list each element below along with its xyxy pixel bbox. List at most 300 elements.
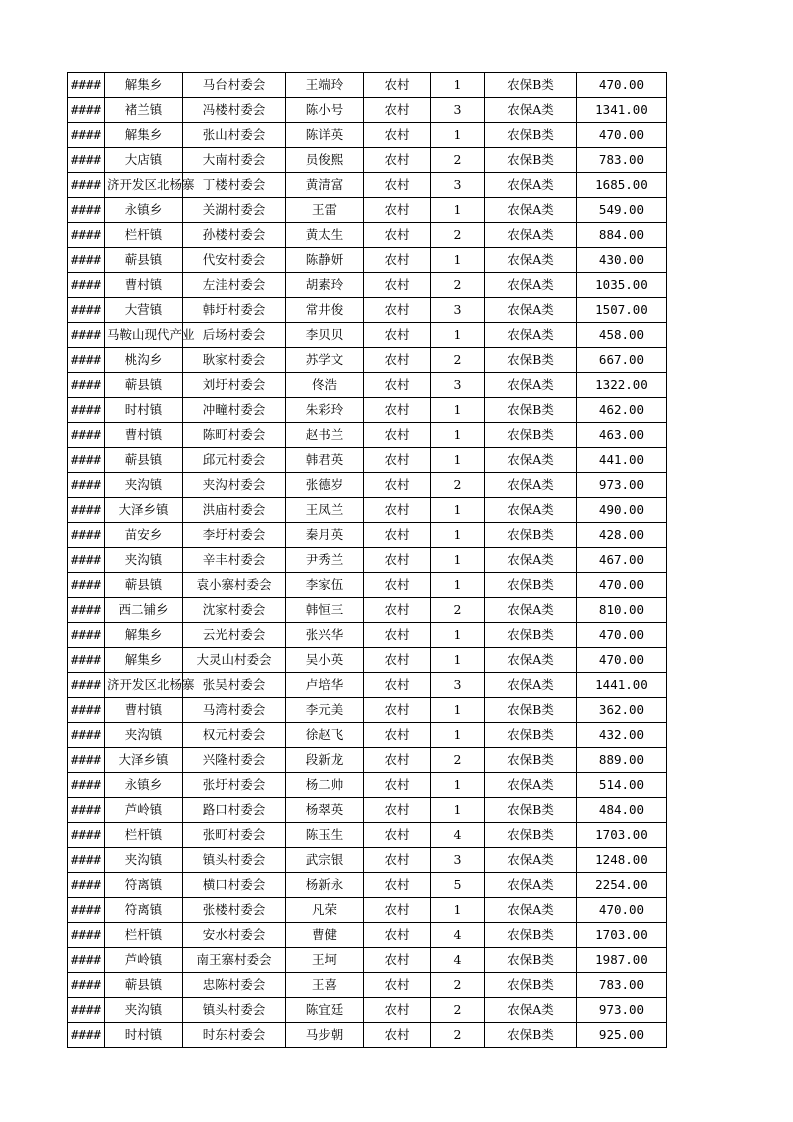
area-type-cell: 农村 xyxy=(364,673,431,698)
household-count-cell: 3 xyxy=(431,98,485,123)
table-row xyxy=(68,923,667,948)
village-committee-cell: 冯楼村委会 xyxy=(183,98,286,123)
household-count-cell: 1 xyxy=(431,798,485,823)
table-row xyxy=(68,598,667,623)
table-row xyxy=(68,73,667,98)
insurance-category-cell: 农保A类 xyxy=(485,648,577,673)
township-cell: 济开发区北杨寨 xyxy=(105,673,183,698)
table-row xyxy=(68,123,667,148)
table-row xyxy=(68,148,667,173)
insurance-category-cell: 农保B类 xyxy=(485,973,577,998)
village-committee-cell: 兴隆村委会 xyxy=(183,748,286,773)
record-id-cell: #### xyxy=(68,448,105,473)
person-name-cell: 张兴华 xyxy=(286,623,364,648)
amount-cell: 490.00 xyxy=(577,498,667,523)
record-id-cell: #### xyxy=(68,198,105,223)
area-type-cell: 农村 xyxy=(364,123,431,148)
village-committee-cell: 沈家村委会 xyxy=(183,598,286,623)
township-cell: 蕲县镇 xyxy=(105,448,183,473)
township-cell: 桃沟乡 xyxy=(105,348,183,373)
record-id-cell: #### xyxy=(68,773,105,798)
record-id-cell: #### xyxy=(68,698,105,723)
person-name-cell: 张德岁 xyxy=(286,473,364,498)
record-id-cell: #### xyxy=(68,648,105,673)
insurance-category-cell: 农保B类 xyxy=(485,948,577,973)
area-type-cell: 农村 xyxy=(364,898,431,923)
person-name-cell: 陈静妍 xyxy=(286,248,364,273)
record-id-cell: #### xyxy=(68,948,105,973)
village-committee-cell: 南王寨村委会 xyxy=(183,948,286,973)
insurance-category-cell: 农保B类 xyxy=(485,573,577,598)
record-id-cell: #### xyxy=(68,998,105,1023)
amount-cell: 467.00 xyxy=(577,548,667,573)
person-name-cell: 王雷 xyxy=(286,198,364,223)
record-id-cell: #### xyxy=(68,823,105,848)
record-id-cell: #### xyxy=(68,423,105,448)
person-name-cell: 杨新永 xyxy=(286,873,364,898)
township-cell: 夹沟镇 xyxy=(105,723,183,748)
area-type-cell: 农村 xyxy=(364,998,431,1023)
area-type-cell: 农村 xyxy=(364,223,431,248)
household-count-cell: 1 xyxy=(431,523,485,548)
amount-cell: 1341.00 xyxy=(577,98,667,123)
record-id-cell: #### xyxy=(68,573,105,598)
area-type-cell: 农村 xyxy=(364,698,431,723)
township-cell: 曹村镇 xyxy=(105,273,183,298)
record-id-cell: #### xyxy=(68,248,105,273)
record-id-cell: #### xyxy=(68,73,105,98)
household-count-cell: 2 xyxy=(431,973,485,998)
insurance-category-cell: 农保B类 xyxy=(485,623,577,648)
record-id-cell: #### xyxy=(68,98,105,123)
amount-cell: 973.00 xyxy=(577,998,667,1023)
table-row xyxy=(68,698,667,723)
township-cell: 栏杆镇 xyxy=(105,223,183,248)
record-id-cell: #### xyxy=(68,598,105,623)
person-name-cell: 武宗银 xyxy=(286,848,364,873)
township-cell: 芦岭镇 xyxy=(105,948,183,973)
household-count-cell: 1 xyxy=(431,323,485,348)
amount-cell: 484.00 xyxy=(577,798,667,823)
household-count-cell: 1 xyxy=(431,123,485,148)
person-name-cell: 员俊熙 xyxy=(286,148,364,173)
township-cell: 蕲县镇 xyxy=(105,573,183,598)
person-name-cell: 李元美 xyxy=(286,698,364,723)
township-cell: 解集乡 xyxy=(105,648,183,673)
person-name-cell: 曹健 xyxy=(286,923,364,948)
household-count-cell: 1 xyxy=(431,898,485,923)
person-name-cell: 凡荣 xyxy=(286,898,364,923)
township-cell: 永镇乡 xyxy=(105,198,183,223)
area-type-cell: 农村 xyxy=(364,273,431,298)
household-count-cell: 1 xyxy=(431,248,485,273)
village-committee-cell: 关湖村委会 xyxy=(183,198,286,223)
amount-cell: 458.00 xyxy=(577,323,667,348)
insurance-category-cell: 农保A类 xyxy=(485,248,577,273)
amount-cell: 432.00 xyxy=(577,723,667,748)
household-count-cell: 2 xyxy=(431,998,485,1023)
household-count-cell: 1 xyxy=(431,698,485,723)
area-type-cell: 农村 xyxy=(364,73,431,98)
township-cell: 芦岭镇 xyxy=(105,798,183,823)
table-row xyxy=(68,398,667,423)
amount-cell: 925.00 xyxy=(577,1023,667,1048)
insurance-category-cell: 农保A类 xyxy=(485,898,577,923)
village-committee-cell: 邱元村委会 xyxy=(183,448,286,473)
table-row xyxy=(68,773,667,798)
household-count-cell: 1 xyxy=(431,573,485,598)
village-committee-cell: 张楼村委会 xyxy=(183,898,286,923)
amount-cell: 1441.00 xyxy=(577,673,667,698)
record-id-cell: #### xyxy=(68,798,105,823)
person-name-cell: 陈玉生 xyxy=(286,823,364,848)
village-committee-cell: 刘圩村委会 xyxy=(183,373,286,398)
person-name-cell: 黄太生 xyxy=(286,223,364,248)
person-name-cell: 杨二帅 xyxy=(286,773,364,798)
insurance-category-cell: 农保B类 xyxy=(485,348,577,373)
amount-cell: 549.00 xyxy=(577,198,667,223)
insurance-category-cell: 农保B类 xyxy=(485,398,577,423)
insurance-category-cell: 农保A类 xyxy=(485,173,577,198)
record-id-cell: #### xyxy=(68,298,105,323)
person-name-cell: 秦月英 xyxy=(286,523,364,548)
village-committee-cell: 耿家村委会 xyxy=(183,348,286,373)
area-type-cell: 农村 xyxy=(364,98,431,123)
insurance-category-cell: 农保B类 xyxy=(485,823,577,848)
person-name-cell: 陈宜廷 xyxy=(286,998,364,1023)
area-type-cell: 农村 xyxy=(364,173,431,198)
person-name-cell: 尹秀兰 xyxy=(286,548,364,573)
record-id-cell: #### xyxy=(68,173,105,198)
insurance-category-cell: 农保A类 xyxy=(485,273,577,298)
household-count-cell: 4 xyxy=(431,923,485,948)
person-name-cell: 胡素玲 xyxy=(286,273,364,298)
township-cell: 苗安乡 xyxy=(105,523,183,548)
area-type-cell: 农村 xyxy=(364,248,431,273)
village-committee-cell: 镇头村委会 xyxy=(183,848,286,873)
village-committee-cell: 张吴村委会 xyxy=(183,673,286,698)
person-name-cell: 吴小英 xyxy=(286,648,364,673)
area-type-cell: 农村 xyxy=(364,423,431,448)
township-cell: 曹村镇 xyxy=(105,698,183,723)
area-type-cell: 农村 xyxy=(364,948,431,973)
record-id-cell: #### xyxy=(68,273,105,298)
township-cell: 大店镇 xyxy=(105,148,183,173)
village-committee-cell: 代安村委会 xyxy=(183,248,286,273)
village-committee-cell: 云光村委会 xyxy=(183,623,286,648)
township-cell: 时村镇 xyxy=(105,1023,183,1048)
amount-cell: 884.00 xyxy=(577,223,667,248)
person-name-cell: 朱彩玲 xyxy=(286,398,364,423)
person-name-cell: 陈详英 xyxy=(286,123,364,148)
amount-cell: 667.00 xyxy=(577,348,667,373)
township-cell: 西二铺乡 xyxy=(105,598,183,623)
insurance-category-cell: 农保B类 xyxy=(485,923,577,948)
amount-cell: 463.00 xyxy=(577,423,667,448)
insurance-category-cell: 农保A类 xyxy=(485,548,577,573)
township-cell: 济开发区北杨寨 xyxy=(105,173,183,198)
household-count-cell: 3 xyxy=(431,173,485,198)
table-row xyxy=(68,723,667,748)
village-committee-cell: 大南村委会 xyxy=(183,148,286,173)
village-committee-cell: 镇头村委会 xyxy=(183,998,286,1023)
village-committee-cell: 陈町村委会 xyxy=(183,423,286,448)
household-count-cell: 1 xyxy=(431,723,485,748)
village-committee-cell: 袁小寨村委会 xyxy=(183,573,286,598)
table-body xyxy=(68,73,667,1048)
area-type-cell: 农村 xyxy=(364,623,431,648)
village-committee-cell: 时东村委会 xyxy=(183,1023,286,1048)
table-row xyxy=(68,673,667,698)
amount-cell: 430.00 xyxy=(577,248,667,273)
area-type-cell: 农村 xyxy=(364,548,431,573)
record-id-cell: #### xyxy=(68,223,105,248)
amount-cell: 470.00 xyxy=(577,123,667,148)
record-id-cell: #### xyxy=(68,373,105,398)
amount-cell: 1035.00 xyxy=(577,273,667,298)
area-type-cell: 农村 xyxy=(364,823,431,848)
record-id-cell: #### xyxy=(68,623,105,648)
household-count-cell: 2 xyxy=(431,223,485,248)
record-id-cell: #### xyxy=(68,348,105,373)
amount-cell: 462.00 xyxy=(577,398,667,423)
table-row xyxy=(68,323,667,348)
insurance-category-cell: 农保A类 xyxy=(485,98,577,123)
township-cell: 解集乡 xyxy=(105,73,183,98)
household-count-cell: 4 xyxy=(431,823,485,848)
township-cell: 蕲县镇 xyxy=(105,973,183,998)
household-count-cell: 1 xyxy=(431,498,485,523)
area-type-cell: 农村 xyxy=(364,748,431,773)
insurance-category-cell: 农保A类 xyxy=(485,673,577,698)
record-id-cell: #### xyxy=(68,898,105,923)
record-id-cell: #### xyxy=(68,673,105,698)
table-row xyxy=(68,423,667,448)
township-cell: 褚兰镇 xyxy=(105,98,183,123)
person-name-cell: 李家伍 xyxy=(286,573,364,598)
area-type-cell: 农村 xyxy=(364,448,431,473)
insurance-category-cell: 农保B类 xyxy=(485,73,577,98)
table-row xyxy=(68,173,667,198)
insurance-category-cell: 农保A类 xyxy=(485,298,577,323)
table-row xyxy=(68,223,667,248)
person-name-cell: 韩君英 xyxy=(286,448,364,473)
amount-cell: 1322.00 xyxy=(577,373,667,398)
village-committee-cell: 韩圩村委会 xyxy=(183,298,286,323)
household-count-cell: 2 xyxy=(431,748,485,773)
table-row xyxy=(68,648,667,673)
township-cell: 解集乡 xyxy=(105,123,183,148)
insurance-category-cell: 农保A类 xyxy=(485,198,577,223)
village-committee-cell: 李圩村委会 xyxy=(183,523,286,548)
table-row xyxy=(68,998,667,1023)
household-count-cell: 2 xyxy=(431,148,485,173)
table-row xyxy=(68,273,667,298)
area-type-cell: 农村 xyxy=(364,473,431,498)
area-type-cell: 农村 xyxy=(364,398,431,423)
insurance-category-cell: 农保A类 xyxy=(485,223,577,248)
village-committee-cell: 安水村委会 xyxy=(183,923,286,948)
person-name-cell: 赵书兰 xyxy=(286,423,364,448)
record-id-cell: #### xyxy=(68,848,105,873)
household-count-cell: 3 xyxy=(431,298,485,323)
household-count-cell: 1 xyxy=(431,198,485,223)
household-count-cell: 1 xyxy=(431,648,485,673)
table-row xyxy=(68,548,667,573)
village-committee-cell: 权元村委会 xyxy=(183,723,286,748)
insurance-category-cell: 农保B类 xyxy=(485,423,577,448)
person-name-cell: 李贝贝 xyxy=(286,323,364,348)
amount-cell: 1703.00 xyxy=(577,823,667,848)
township-cell: 符离镇 xyxy=(105,873,183,898)
table-row xyxy=(68,948,667,973)
area-type-cell: 农村 xyxy=(364,298,431,323)
person-name-cell: 段新龙 xyxy=(286,748,364,773)
record-id-cell: #### xyxy=(68,748,105,773)
insurance-category-cell: 农保A类 xyxy=(485,498,577,523)
household-count-cell: 1 xyxy=(431,623,485,648)
township-cell: 时村镇 xyxy=(105,398,183,423)
household-count-cell: 2 xyxy=(431,473,485,498)
township-cell: 栏杆镇 xyxy=(105,923,183,948)
area-type-cell: 农村 xyxy=(364,798,431,823)
amount-cell: 470.00 xyxy=(577,648,667,673)
insurance-category-cell: 农保A类 xyxy=(485,373,577,398)
village-committee-cell: 横口村委会 xyxy=(183,873,286,898)
township-cell: 夹沟镇 xyxy=(105,998,183,1023)
person-name-cell: 韩恒三 xyxy=(286,598,364,623)
record-id-cell: #### xyxy=(68,523,105,548)
township-cell: 大营镇 xyxy=(105,298,183,323)
area-type-cell: 农村 xyxy=(364,148,431,173)
area-type-cell: 农村 xyxy=(364,873,431,898)
amount-cell: 1987.00 xyxy=(577,948,667,973)
amount-cell: 470.00 xyxy=(577,573,667,598)
person-name-cell: 苏学文 xyxy=(286,348,364,373)
household-count-cell: 1 xyxy=(431,448,485,473)
insurance-category-cell: 农保A类 xyxy=(485,598,577,623)
amount-cell: 441.00 xyxy=(577,448,667,473)
person-name-cell: 黄清富 xyxy=(286,173,364,198)
insurance-category-cell: 农保B类 xyxy=(485,723,577,748)
household-count-cell: 3 xyxy=(431,673,485,698)
township-cell: 大泽乡镇 xyxy=(105,498,183,523)
amount-cell: 470.00 xyxy=(577,73,667,98)
record-id-cell: #### xyxy=(68,873,105,898)
person-name-cell: 王端玲 xyxy=(286,73,364,98)
person-name-cell: 王凤兰 xyxy=(286,498,364,523)
insurance-category-cell: 农保B类 xyxy=(485,1023,577,1048)
record-id-cell: #### xyxy=(68,548,105,573)
insurance-category-cell: 农保B类 xyxy=(485,798,577,823)
insurance-category-cell: 农保A类 xyxy=(485,323,577,348)
household-count-cell: 1 xyxy=(431,73,485,98)
record-id-cell: #### xyxy=(68,123,105,148)
table-row xyxy=(68,573,667,598)
amount-cell: 470.00 xyxy=(577,623,667,648)
person-name-cell: 马步朝 xyxy=(286,1023,364,1048)
amount-cell: 362.00 xyxy=(577,698,667,723)
record-id-cell: #### xyxy=(68,148,105,173)
table-row xyxy=(68,448,667,473)
township-cell: 永镇乡 xyxy=(105,773,183,798)
table-row xyxy=(68,473,667,498)
insurance-category-cell: 农保A类 xyxy=(485,473,577,498)
amount-cell: 783.00 xyxy=(577,148,667,173)
village-committee-cell: 左洼村委会 xyxy=(183,273,286,298)
table-row xyxy=(68,523,667,548)
insurance-category-cell: 农保A类 xyxy=(485,848,577,873)
household-count-cell: 1 xyxy=(431,548,485,573)
record-id-cell: #### xyxy=(68,1023,105,1048)
amount-cell: 973.00 xyxy=(577,473,667,498)
village-committee-cell: 冲疃村委会 xyxy=(183,398,286,423)
township-cell: 大泽乡镇 xyxy=(105,748,183,773)
person-name-cell: 陈小号 xyxy=(286,98,364,123)
table-row xyxy=(68,898,667,923)
household-count-cell: 1 xyxy=(431,773,485,798)
table-row xyxy=(68,823,667,848)
village-committee-cell: 张町村委会 xyxy=(183,823,286,848)
township-cell: 曹村镇 xyxy=(105,423,183,448)
household-count-cell: 2 xyxy=(431,348,485,373)
township-cell: 夹沟镇 xyxy=(105,848,183,873)
area-type-cell: 农村 xyxy=(364,573,431,598)
village-committee-cell: 大灵山村委会 xyxy=(183,648,286,673)
area-type-cell: 农村 xyxy=(364,598,431,623)
record-id-cell: #### xyxy=(68,323,105,348)
village-committee-cell: 洪庙村委会 xyxy=(183,498,286,523)
village-committee-cell: 马湾村委会 xyxy=(183,698,286,723)
village-committee-cell: 张圩村委会 xyxy=(183,773,286,798)
table-row xyxy=(68,798,667,823)
person-name-cell: 杨翠英 xyxy=(286,798,364,823)
township-cell: 夹沟镇 xyxy=(105,548,183,573)
person-name-cell: 佟浩 xyxy=(286,373,364,398)
village-committee-cell: 马台村委会 xyxy=(183,73,286,98)
village-committee-cell: 夹沟村委会 xyxy=(183,473,286,498)
area-type-cell: 农村 xyxy=(364,198,431,223)
record-id-cell: #### xyxy=(68,723,105,748)
insurance-category-cell: 农保B类 xyxy=(485,748,577,773)
table-row xyxy=(68,198,667,223)
insurance-category-cell: 农保B类 xyxy=(485,123,577,148)
area-type-cell: 农村 xyxy=(364,498,431,523)
amount-cell: 783.00 xyxy=(577,973,667,998)
amount-cell: 2254.00 xyxy=(577,873,667,898)
record-id-cell: #### xyxy=(68,498,105,523)
amount-cell: 514.00 xyxy=(577,773,667,798)
household-count-cell: 3 xyxy=(431,848,485,873)
village-committee-cell: 辛丰村委会 xyxy=(183,548,286,573)
household-count-cell: 2 xyxy=(431,1023,485,1048)
record-id-cell: #### xyxy=(68,398,105,423)
amount-cell: 810.00 xyxy=(577,598,667,623)
person-name-cell: 常井俊 xyxy=(286,298,364,323)
table-row xyxy=(68,1023,667,1048)
table-row xyxy=(68,98,667,123)
amount-cell: 470.00 xyxy=(577,898,667,923)
area-type-cell: 农村 xyxy=(364,348,431,373)
area-type-cell: 农村 xyxy=(364,848,431,873)
insurance-category-cell: 农保B类 xyxy=(485,698,577,723)
table-row xyxy=(68,848,667,873)
household-count-cell: 1 xyxy=(431,398,485,423)
table-row xyxy=(68,248,667,273)
household-count-cell: 5 xyxy=(431,873,485,898)
person-name-cell: 卢培华 xyxy=(286,673,364,698)
area-type-cell: 农村 xyxy=(364,373,431,398)
